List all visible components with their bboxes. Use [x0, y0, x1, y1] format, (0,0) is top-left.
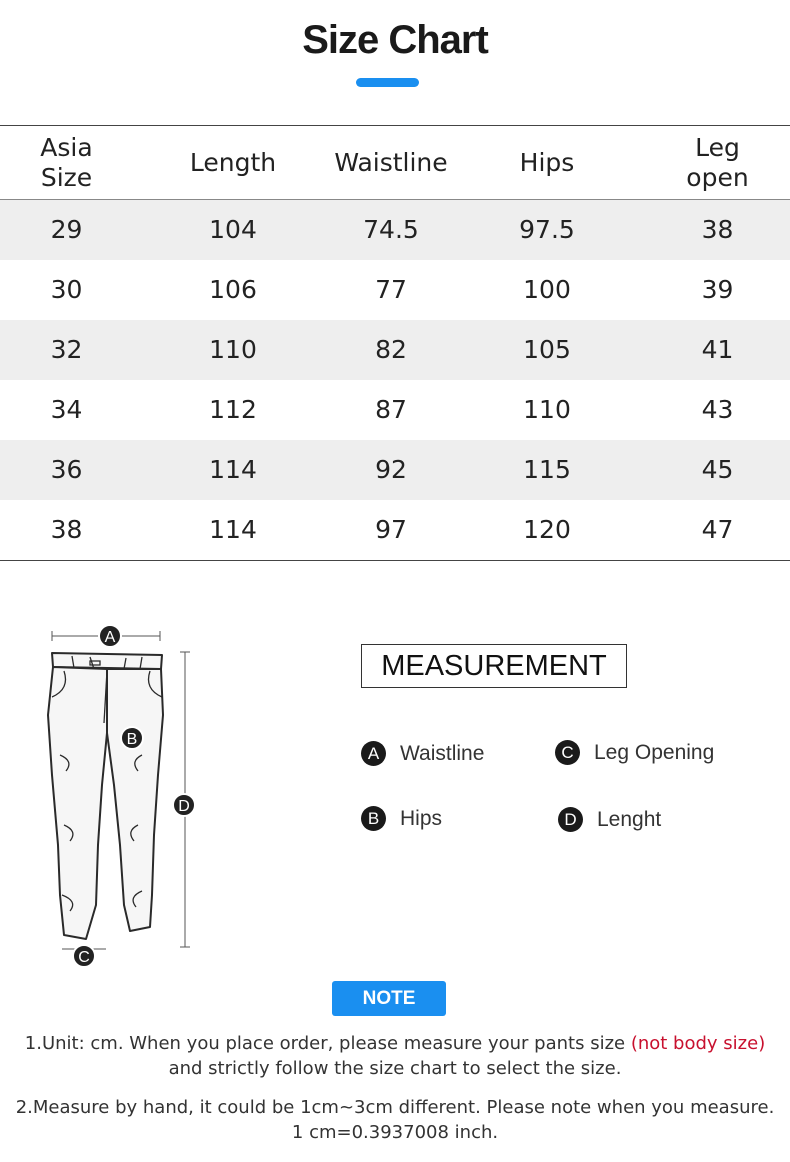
table-cell: 29	[50, 215, 83, 244]
table-row	[0, 320, 790, 380]
table-cell: 100	[523, 275, 571, 304]
legend-label: Leg Opening	[594, 740, 715, 764]
table-cell: 47	[701, 515, 734, 544]
table-cell: 74.5	[363, 215, 419, 244]
legend-item-leg-opening	[555, 740, 714, 765]
page-title: Size Chart	[302, 18, 488, 62]
badge-c-icon: C	[555, 740, 580, 765]
table-cell: 77	[375, 275, 407, 304]
badge-d-icon: D	[558, 807, 583, 832]
badge-a-icon: A	[361, 741, 386, 766]
table-cell: 106	[209, 275, 257, 304]
table-cell: 43	[701, 395, 734, 424]
table-cell: 38	[701, 215, 734, 244]
table-cell: 87	[375, 395, 407, 424]
legend-label: Hips	[400, 806, 443, 830]
legend-label: Lenght	[597, 807, 662, 831]
note-text: 1.Unit: cm. When you place order, please measure your pants size	[24, 1033, 631, 1054]
table-cell: 104	[209, 215, 257, 244]
note-line-2	[0, 1095, 790, 1145]
svg-text:C: C	[78, 949, 90, 966]
table-row	[0, 500, 790, 560]
column-header-length: Length	[189, 147, 277, 177]
table-cell: 36	[50, 455, 83, 484]
table-cell: 45	[701, 455, 734, 484]
table-cell: 115	[523, 455, 571, 484]
marker-c	[73, 945, 95, 967]
marker-d	[173, 794, 195, 816]
table-cell: 30	[50, 275, 83, 304]
note-text: and strictly follow the size chart to select the size.	[168, 1058, 622, 1079]
column-header-waistline: Waistline	[334, 147, 448, 177]
table-cell: 120	[523, 515, 571, 544]
note-text: 1 cm=0.3937008 inch.	[291, 1122, 499, 1143]
note-badge: NOTE	[332, 981, 446, 1016]
table-cell: 105	[523, 335, 571, 364]
marker-a	[99, 625, 121, 647]
table-header-row	[0, 126, 790, 200]
svg-text:B: B	[126, 731, 138, 748]
table-cell: 97	[375, 515, 407, 544]
table-cell: 82	[375, 335, 407, 364]
pants-diagram	[30, 605, 210, 975]
table-row	[0, 440, 790, 500]
column-header-leg-open: Leg open	[686, 132, 749, 192]
column-header-asia-size: Asia Size	[40, 132, 93, 192]
table-cell: 112	[209, 395, 257, 424]
column-header-hips: Hips	[519, 147, 575, 177]
legend-item-hips	[361, 806, 442, 831]
legend-item-length	[558, 807, 661, 832]
table-cell: 97.5	[519, 215, 575, 244]
table-row	[0, 260, 790, 320]
table-cell: 39	[701, 275, 734, 304]
table-cell: 32	[50, 335, 83, 364]
measurement-title: MEASUREMENT	[361, 644, 627, 688]
table-cell: 114	[209, 515, 257, 544]
note-warning-text: (not body size)	[630, 1033, 766, 1054]
note-text: 2.Measure by hand, it could be 1cm~3cm different. Please note when you measure.	[15, 1097, 775, 1118]
table-row	[0, 380, 790, 440]
svg-text:D: D	[178, 798, 190, 815]
table-cell: 92	[375, 455, 407, 484]
svg-text:A: A	[104, 629, 116, 646]
legend-item-waistline	[361, 741, 484, 766]
table-cell: 114	[209, 455, 257, 484]
table-cell: 34	[50, 395, 83, 424]
title-underline	[356, 78, 419, 87]
note-line-1	[0, 1031, 790, 1081]
legend-label: Waistline	[400, 741, 485, 765]
table-row	[0, 200, 790, 260]
table-cell: 110	[209, 335, 257, 364]
table-cell: 110	[523, 395, 571, 424]
badge-b-icon: B	[361, 806, 386, 831]
marker-b	[121, 727, 143, 749]
table-cell: 41	[701, 335, 734, 364]
table-cell: 38	[50, 515, 83, 544]
size-table	[0, 125, 790, 561]
